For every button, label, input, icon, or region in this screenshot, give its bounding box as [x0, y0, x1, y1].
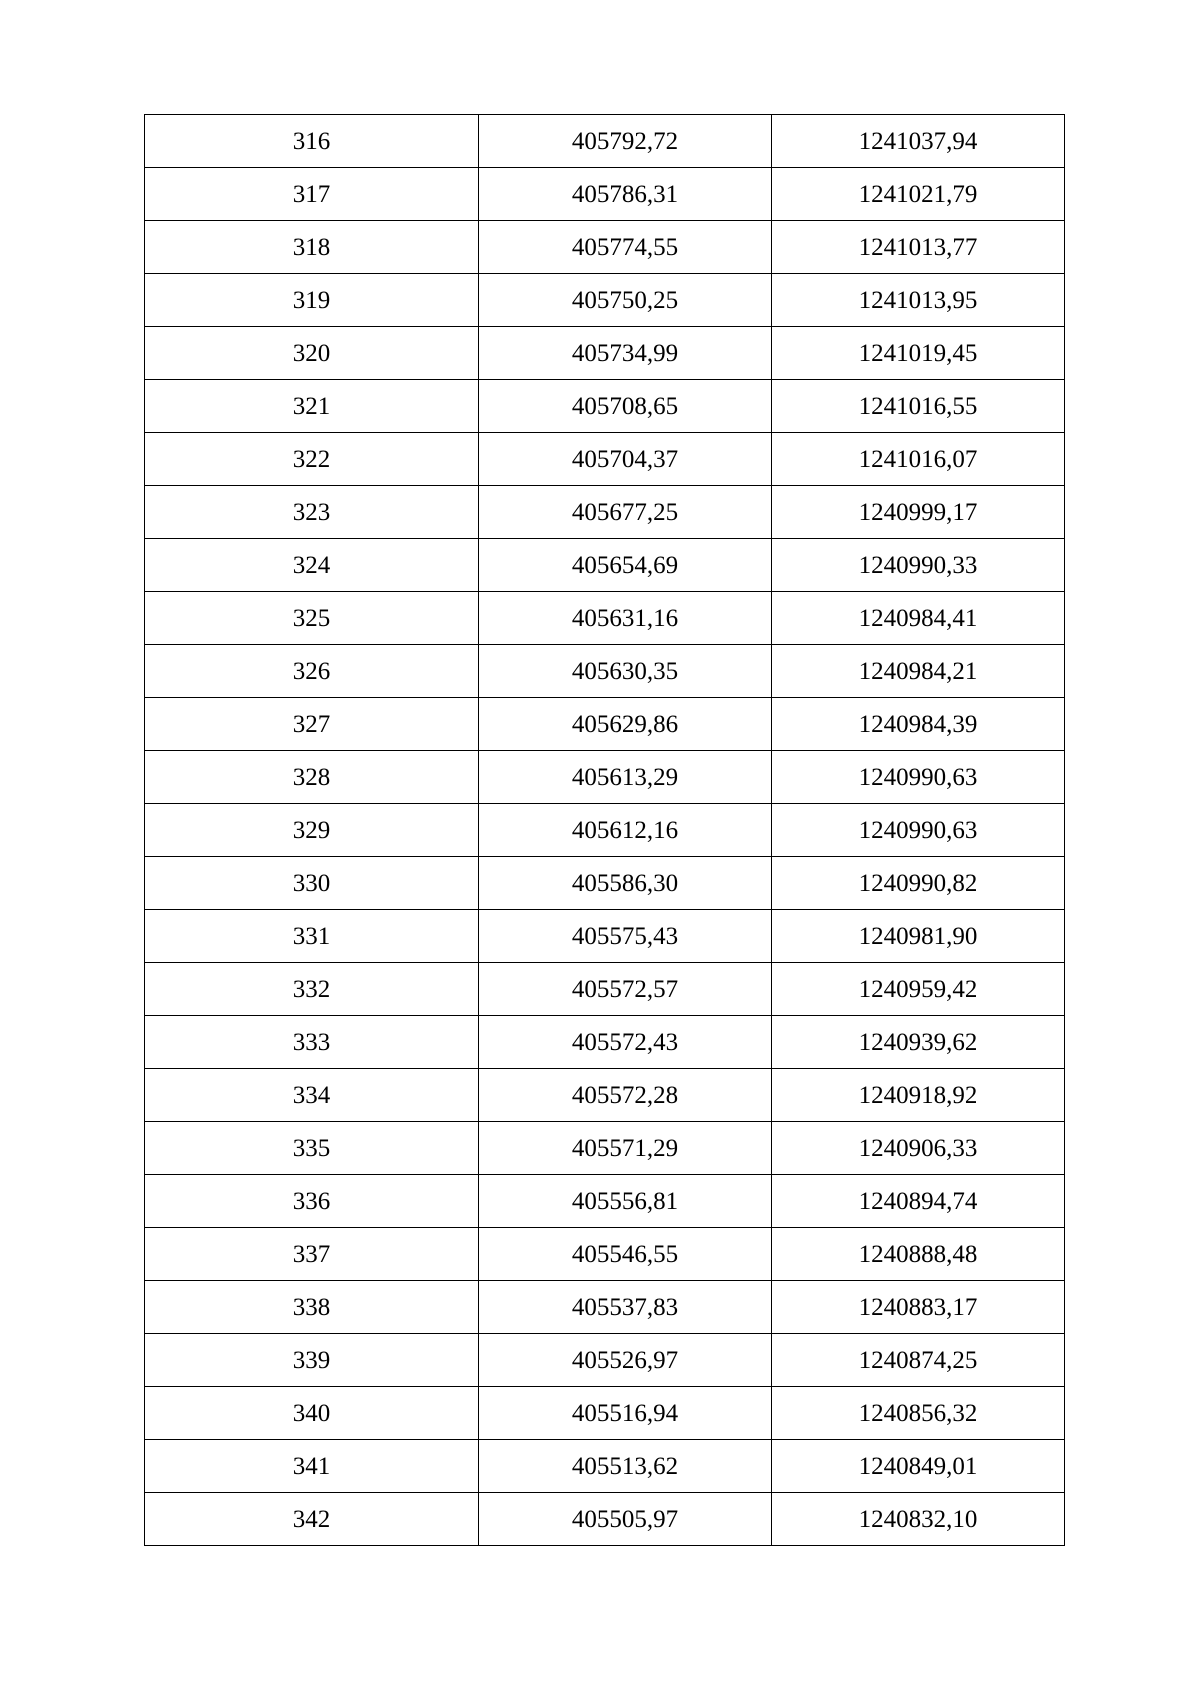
table-row [145, 592, 1065, 645]
table-row [145, 115, 1065, 168]
table-row [145, 1387, 1065, 1440]
y-coordinate-cell: 1241037,94 [772, 115, 1065, 168]
table-row [145, 539, 1065, 592]
point-number-cell: 338 [145, 1281, 479, 1334]
y-coordinate-cell: 1240984,39 [772, 698, 1065, 751]
point-number-cell: 334 [145, 1069, 479, 1122]
table-row [145, 1493, 1065, 1546]
table-row [145, 168, 1065, 221]
x-coordinate-cell: 405734,99 [479, 327, 772, 380]
y-coordinate-cell: 1240874,25 [772, 1334, 1065, 1387]
y-coordinate-cell: 1241019,45 [772, 327, 1065, 380]
x-coordinate-cell: 405516,94 [479, 1387, 772, 1440]
x-coordinate-cell: 405786,31 [479, 168, 772, 221]
x-coordinate-cell: 405677,25 [479, 486, 772, 539]
table-row [145, 433, 1065, 486]
table-row [145, 645, 1065, 698]
table-row [145, 698, 1065, 751]
y-coordinate-cell: 1241013,95 [772, 274, 1065, 327]
table-row [145, 1228, 1065, 1281]
x-coordinate-cell: 405631,16 [479, 592, 772, 645]
y-coordinate-cell: 1240849,01 [772, 1440, 1065, 1493]
x-coordinate-cell: 405613,29 [479, 751, 772, 804]
point-number-cell: 328 [145, 751, 479, 804]
point-number-cell: 329 [145, 804, 479, 857]
x-coordinate-cell: 405708,65 [479, 380, 772, 433]
coordinates-table [144, 114, 1065, 1546]
table-row [145, 1281, 1065, 1334]
y-coordinate-cell: 1241016,55 [772, 380, 1065, 433]
x-coordinate-cell: 405630,35 [479, 645, 772, 698]
x-coordinate-cell: 405654,69 [479, 539, 772, 592]
table-row [145, 221, 1065, 274]
x-coordinate-cell: 405774,55 [479, 221, 772, 274]
point-number-cell: 326 [145, 645, 479, 698]
y-coordinate-cell: 1240990,82 [772, 857, 1065, 910]
point-number-cell: 333 [145, 1016, 479, 1069]
y-coordinate-cell: 1240990,63 [772, 804, 1065, 857]
point-number-cell: 340 [145, 1387, 479, 1440]
point-number-cell: 316 [145, 115, 479, 168]
y-coordinate-cell: 1240984,41 [772, 592, 1065, 645]
point-number-cell: 317 [145, 168, 479, 221]
y-coordinate-cell: 1240939,62 [772, 1016, 1065, 1069]
x-coordinate-cell: 405629,86 [479, 698, 772, 751]
point-number-cell: 335 [145, 1122, 479, 1175]
y-coordinate-cell: 1240981,90 [772, 910, 1065, 963]
y-coordinate-cell: 1240984,21 [772, 645, 1065, 698]
y-coordinate-cell: 1240888,48 [772, 1228, 1065, 1281]
table-row [145, 804, 1065, 857]
point-number-cell: 336 [145, 1175, 479, 1228]
table-row [145, 1175, 1065, 1228]
table-row [145, 910, 1065, 963]
x-coordinate-cell: 405513,62 [479, 1440, 772, 1493]
table-row [145, 274, 1065, 327]
table-row [145, 327, 1065, 380]
x-coordinate-cell: 405556,81 [479, 1175, 772, 1228]
table-row [145, 1440, 1065, 1493]
x-coordinate-cell: 405571,29 [479, 1122, 772, 1175]
y-coordinate-cell: 1240959,42 [772, 963, 1065, 1016]
table-row [145, 751, 1065, 804]
x-coordinate-cell: 405572,28 [479, 1069, 772, 1122]
point-number-cell: 324 [145, 539, 479, 592]
table-row [145, 1016, 1065, 1069]
table-row [145, 963, 1065, 1016]
x-coordinate-cell: 405586,30 [479, 857, 772, 910]
y-coordinate-cell: 1240832,10 [772, 1493, 1065, 1546]
x-coordinate-cell: 405546,55 [479, 1228, 772, 1281]
point-number-cell: 341 [145, 1440, 479, 1493]
y-coordinate-cell: 1240990,33 [772, 539, 1065, 592]
point-number-cell: 342 [145, 1493, 479, 1546]
y-coordinate-cell: 1240906,33 [772, 1122, 1065, 1175]
y-coordinate-cell: 1240894,74 [772, 1175, 1065, 1228]
coordinates-table-body [145, 115, 1065, 1546]
y-coordinate-cell: 1241021,79 [772, 168, 1065, 221]
y-coordinate-cell: 1240856,32 [772, 1387, 1065, 1440]
x-coordinate-cell: 405750,25 [479, 274, 772, 327]
y-coordinate-cell: 1240990,63 [772, 751, 1065, 804]
y-coordinate-cell: 1240918,92 [772, 1069, 1065, 1122]
x-coordinate-cell: 405792,72 [479, 115, 772, 168]
table-row [145, 857, 1065, 910]
point-number-cell: 332 [145, 963, 479, 1016]
x-coordinate-cell: 405572,57 [479, 963, 772, 1016]
table-row [145, 1069, 1065, 1122]
table-row [145, 380, 1065, 433]
x-coordinate-cell: 405526,97 [479, 1334, 772, 1387]
table-row [145, 486, 1065, 539]
point-number-cell: 321 [145, 380, 479, 433]
point-number-cell: 330 [145, 857, 479, 910]
x-coordinate-cell: 405537,83 [479, 1281, 772, 1334]
point-number-cell: 323 [145, 486, 479, 539]
point-number-cell: 337 [145, 1228, 479, 1281]
point-number-cell: 318 [145, 221, 479, 274]
x-coordinate-cell: 405704,37 [479, 433, 772, 486]
point-number-cell: 322 [145, 433, 479, 486]
point-number-cell: 320 [145, 327, 479, 380]
y-coordinate-cell: 1241013,77 [772, 221, 1065, 274]
point-number-cell: 325 [145, 592, 479, 645]
point-number-cell: 327 [145, 698, 479, 751]
point-number-cell: 339 [145, 1334, 479, 1387]
point-number-cell: 319 [145, 274, 479, 327]
point-number-cell: 331 [145, 910, 479, 963]
y-coordinate-cell: 1240999,17 [772, 486, 1065, 539]
x-coordinate-cell: 405575,43 [479, 910, 772, 963]
x-coordinate-cell: 405505,97 [479, 1493, 772, 1546]
table-row [145, 1334, 1065, 1387]
table-row [145, 1122, 1065, 1175]
x-coordinate-cell: 405572,43 [479, 1016, 772, 1069]
x-coordinate-cell: 405612,16 [479, 804, 772, 857]
y-coordinate-cell: 1240883,17 [772, 1281, 1065, 1334]
y-coordinate-cell: 1241016,07 [772, 433, 1065, 486]
